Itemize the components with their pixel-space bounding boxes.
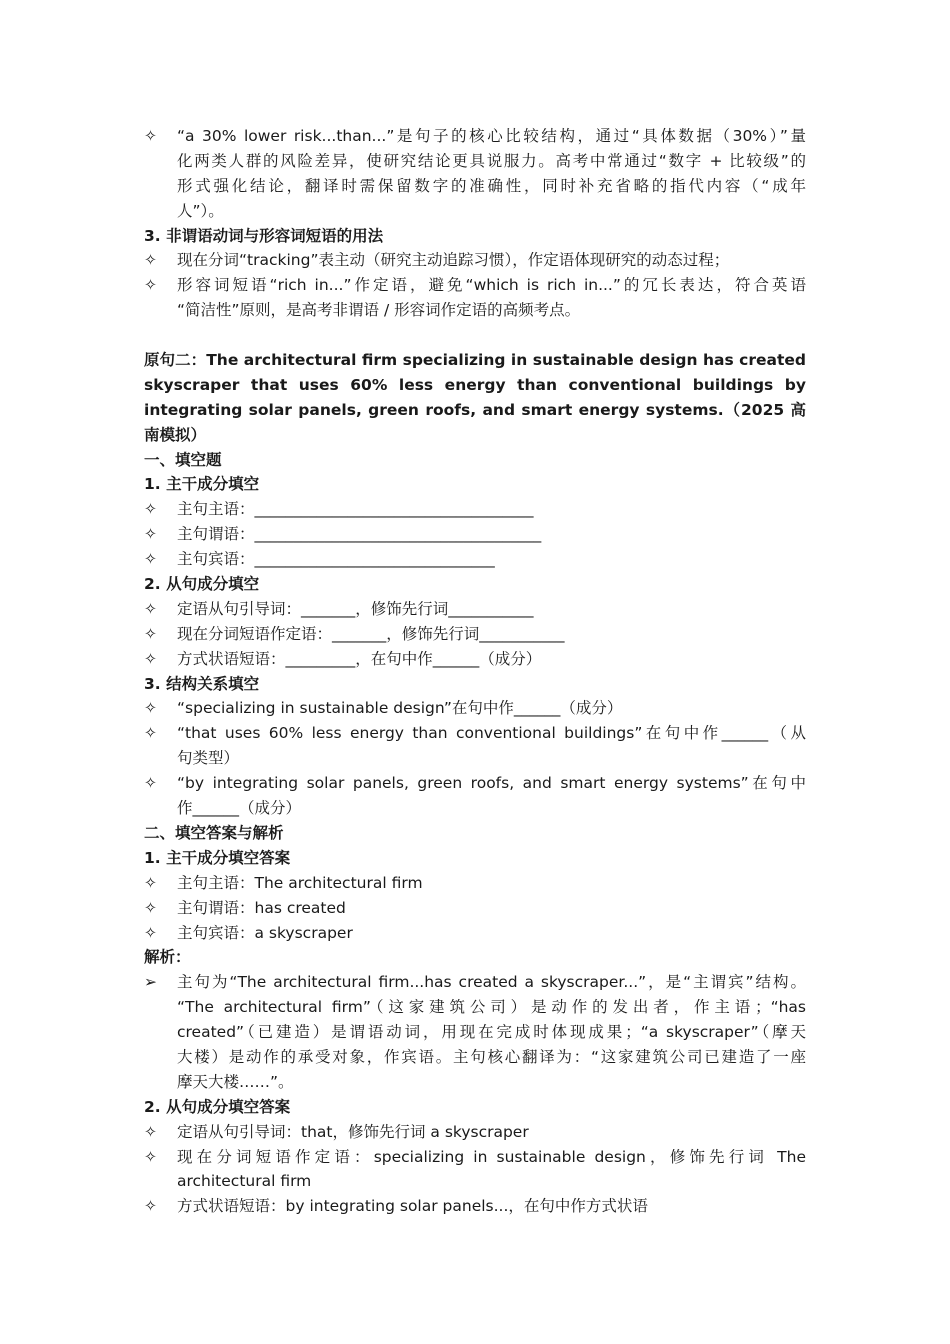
- list-item: ✧ “that uses 60% less energy than conventional buildings”在句中作______（从 句类型）: [144, 721, 806, 771]
- arrow-bullet-icon: ➢: [144, 973, 157, 992]
- diamond-bullet-icon: ✧: [144, 525, 157, 544]
- list-item: ✧ 定语从句引导词：_______，修饰先行词___________: [144, 597, 806, 622]
- sentence-two: [144, 348, 806, 448]
- list-item: [144, 273, 806, 323]
- diamond-bullet-icon: ✧: [144, 251, 157, 270]
- list-item: ✧ 定语从句引导词：that，修饰先行词 a skyscraper: [144, 1120, 806, 1145]
- list-item: ✧ 方式状语短语：_________，在句中作______（成分）: [144, 647, 806, 672]
- text-line: 现在分词“tracking”表主动（研究主动追踪习惯），作定语体现研究的动态过程；: [177, 251, 730, 270]
- section-heading: 2. 从句成分填空答案: [144, 1097, 291, 1116]
- text-line: “a 30% lower risk...than...”是句子的核心比较结构，通过“具体数据（30%）”量: [177, 127, 806, 145]
- list-item: [144, 248, 806, 273]
- diamond-bullet-icon: ✧: [144, 500, 157, 519]
- part-heading: 一、填空题: [144, 450, 222, 469]
- analysis-label: 解析：: [144, 948, 191, 967]
- section-heading: 1. 主干成分填空: [144, 475, 260, 494]
- list-item: ✧ “by integrating solar panels, green roofs, and smart energy systems”在句中 作______（成分）: [144, 771, 806, 821]
- list-item: [144, 124, 806, 224]
- diamond-bullet-icon: ✧: [144, 898, 157, 917]
- text-line: “简洁性”原则，是高考非谓语 / 形容词作定语的高频考点。: [177, 301, 581, 320]
- diamond-bullet-icon: ✧: [144, 127, 157, 145]
- section-heading: 3. 结构关系填空: [144, 674, 260, 693]
- diamond-bullet-icon: ✧: [144, 1147, 157, 1166]
- list-item: ✧ 主句谓语：_____________________________________: [144, 522, 806, 547]
- diamond-bullet-icon: ✧: [144, 699, 157, 718]
- diamond-bullet-icon: ✧: [144, 624, 157, 643]
- section-heading: 1. 主干成分填空答案: [144, 848, 291, 867]
- diamond-bullet-icon: ✧: [144, 276, 157, 295]
- list-item: ✧ 现在分词短语作定语：specializing in sustainable design，修饰先行词 The architectural firm: [144, 1145, 806, 1195]
- text-line: 人”）。: [177, 201, 224, 220]
- list-item: ✧ 现在分词短语作定语：_______，修饰先行词___________: [144, 622, 806, 647]
- text-line: 南模拟）: [144, 425, 207, 444]
- text-line: 原句二：The architectural firm specializing in sustainable design has created: [144, 351, 806, 370]
- document-page: [144, 124, 806, 1219]
- analysis-item: ➢ 主句为“The architectural firm...has created a skyscraper...”，是“主谓宾”结构。 “The architectural firm”（这家建筑公司）是动作的发出者，作主语；“has created”（已建造）是谓语动词，用现在完成时体现成果；“a skyscraper”（摩天 大楼）是动作的承受对象，作宾语。主句核心翻译为：“这家建筑公司已建造了一座 摩天大楼……”。: [144, 970, 806, 1094]
- text-line: 形容词短语“rich in...”作定语，避免“which is rich in...”的冗长表达，符合英语: [177, 276, 806, 295]
- diamond-bullet-icon: ✧: [144, 1197, 157, 1216]
- list-item: ✧ 主句宾语：a skyscraper: [144, 921, 806, 946]
- list-item: ✧ 主句主语：The architectural firm: [144, 871, 806, 896]
- list-item: ✧ 主句宾语：_______________________________: [144, 547, 806, 572]
- diamond-bullet-icon: ✧: [144, 923, 157, 942]
- section-heading: 2. 从句成分填空: [144, 575, 260, 594]
- list-item: ✧ 方式状语短语：by integrating solar panels...，在句中作方式状语: [144, 1194, 806, 1219]
- diamond-bullet-icon: ✧: [144, 873, 157, 892]
- list-item: ✧ “specializing in sustainable design”在句中作______（成分）: [144, 696, 806, 721]
- diamond-bullet-icon: ✧: [144, 774, 157, 793]
- diamond-bullet-icon: ✧: [144, 649, 157, 668]
- section-heading: 3. 非谓语动词与形容词短语的用法: [144, 226, 384, 245]
- diamond-bullet-icon: ✧: [144, 550, 157, 569]
- list-item: ✧ 主句主语：____________________________________: [144, 497, 806, 522]
- diamond-bullet-icon: ✧: [144, 599, 157, 618]
- diamond-bullet-icon: ✧: [144, 1122, 157, 1141]
- list-item: ✧ 主句谓语：has created: [144, 896, 806, 921]
- part-heading: 二、填空答案与解析: [144, 823, 284, 842]
- text-line: 化两类人群的风险差异，使研究结论更具说服力。高考中常通过“数字 + 比较级”的: [177, 151, 806, 170]
- text-line: 形式强化结论，翻译时需保留数字的准确性，同时补充省略的指代内容（“成年: [177, 176, 806, 195]
- text-line: skyscraper that uses 60% less energy than conventional buildings by: [144, 375, 806, 394]
- text-line: integrating solar panels, green roofs, and smart energy systems.（2025 高: [144, 400, 806, 419]
- diamond-bullet-icon: ✧: [144, 724, 157, 743]
